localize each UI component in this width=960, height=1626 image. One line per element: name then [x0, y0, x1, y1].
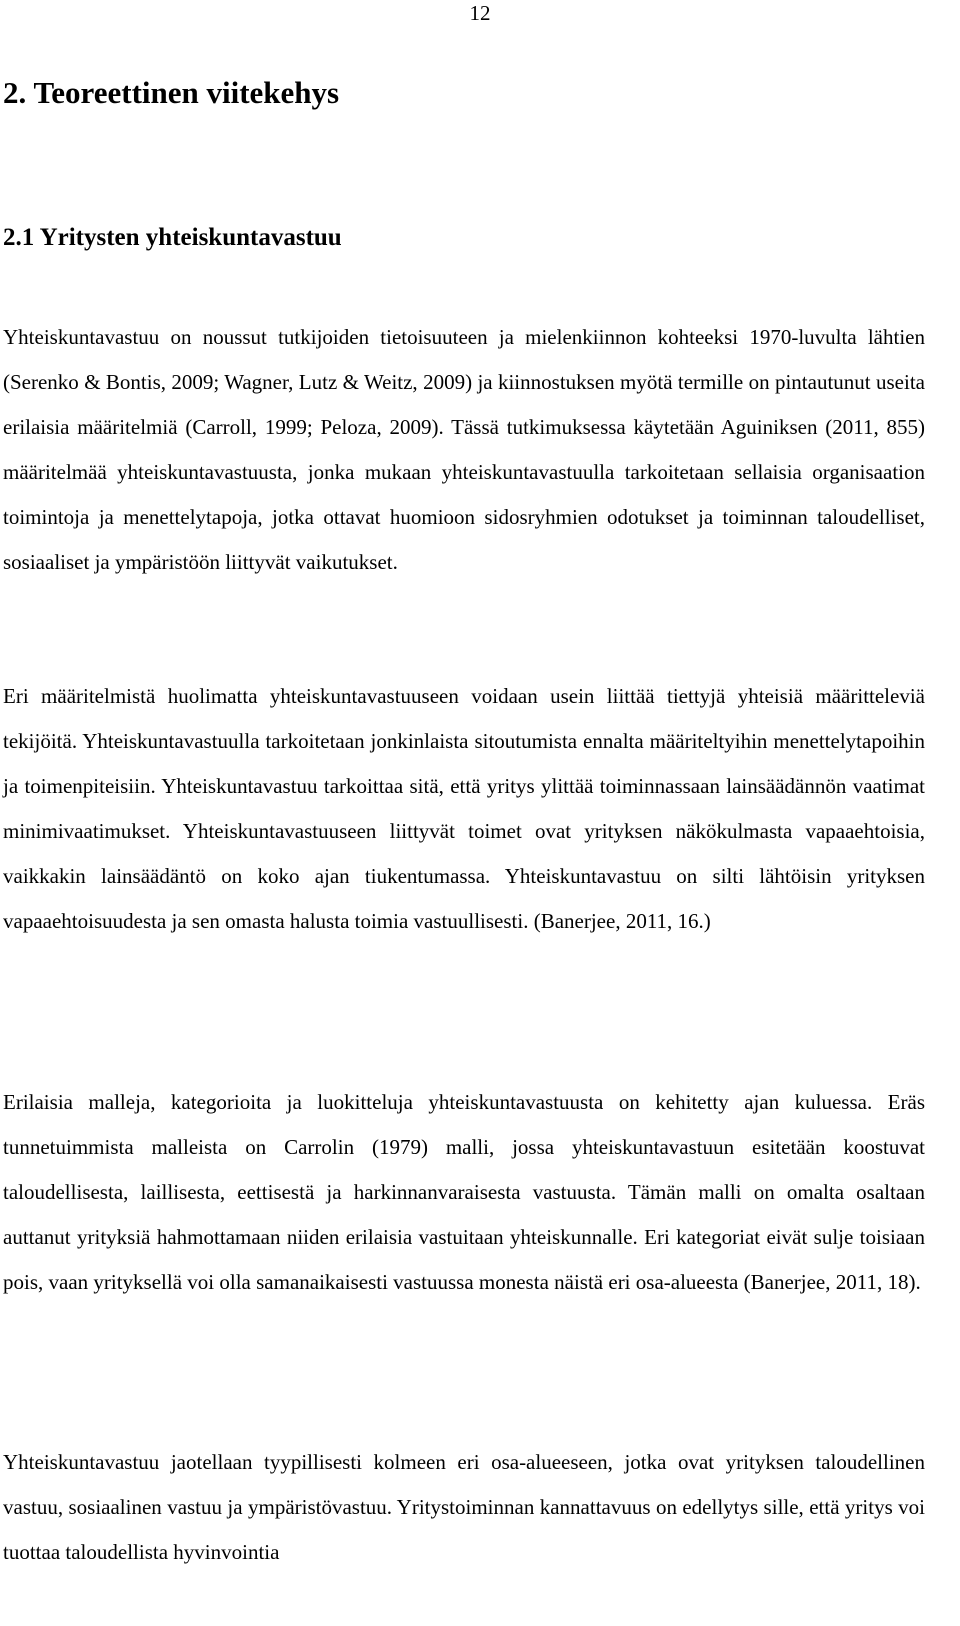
chapter-heading: 2. Teoreettinen viitekehys — [3, 75, 340, 110]
body-paragraph: Yhteiskuntavastuu on noussut tutkijoiden tietoisuuteen ja mielenkiinnon kohteeksi 1970-luvulta lähtien (Serenko & Bontis, 2009; Wagner, Lutz & Weitz, 2009) ja kiinnostuksen myötä termille on pintautunut useita erilaisia määritelmiä (Carroll, 1999; Peloza, 2009). Tässä tutkimuksessa käytetään Aguiniksen (2011, 855) määritelmää yhteiskuntavastuusta, jonka mukaan yhteiskuntavastuulla tarkoitetaan sellaisia organisaation toimintoja ja menettelytapoja, jotka ottavat huomioon sidosryhmien odotukset ja toiminnan taloudelliset, sosiaaliset ja ympäristöön liittyvät vaikutukset. — [3, 325, 925, 574]
body-paragraph: Erilaisia malleja, kategorioita ja luokitteluja yhteiskuntavastuusta on kehitetty ajan kuluessa. Eräs tunnetuimmista malleista on Carrolin (1979) malli, jossa yhteiskuntavastuun esitetään koostuvat taloudellisesta, laillisesta, eettisestä ja harkinnanvaraisesta vastuusta. Tämän malli on omalta osaltaan auttanut yrityksiä hahmottamaan niiden erilaisia vastuitaan yhteiskunnalle. Eri kategoriat eivät sulje toisiaan pois, vaan yrityksellä voi olla samanaikaisesti vastuussa monesta näistä eri osa-alueesta (Banerjee, 2011, 18). — [3, 1090, 925, 1294]
body-paragraph: Yhteiskuntavastuu jaotellaan tyypillisesti kolmeen eri osa-alueeseen, jotka ovat yrityksen taloudellinen vastuu, sosiaalinen vastuu ja ympäristövastuu. Yritystoiminnan kannattavuus on edellytys sille, että yritys voi tuottaa taloudellista hyvinvointia — [3, 1450, 925, 1564]
page-number: 12 — [469, 1, 491, 25]
section-heading: 2.1 Yritysten yhteiskuntavastuu — [3, 224, 342, 251]
body-paragraph: Eri määritelmistä huolimatta yhteiskuntavastuuseen voidaan usein liittää tiettyjä yhteisiä määritteleviä tekijöitä. Yhteiskuntavastuulla tarkoitetaan jonkinlaista sitoutumista ennalta määriteltyihin menettelytapoihin ja toimenpiteisiin. Yhteiskuntavastuu tarkoittaa sitä, että yritys ylittää toiminnassaan lainsäädännön vaatimat minimivaatimukset. Yhteiskuntavastuuseen liittyvät toimet ovat yrityksen näkökulmasta vapaaehtoisia, vaikkakin lainsäädäntö on koko ajan tiukentumassa. Yhteiskuntavastuu on silti lähtöisin yrityksen vapaaehtoisuudesta ja sen omasta halusta toimia vastuullisesti. (Banerjee, 2011, 16.) — [3, 684, 925, 933]
